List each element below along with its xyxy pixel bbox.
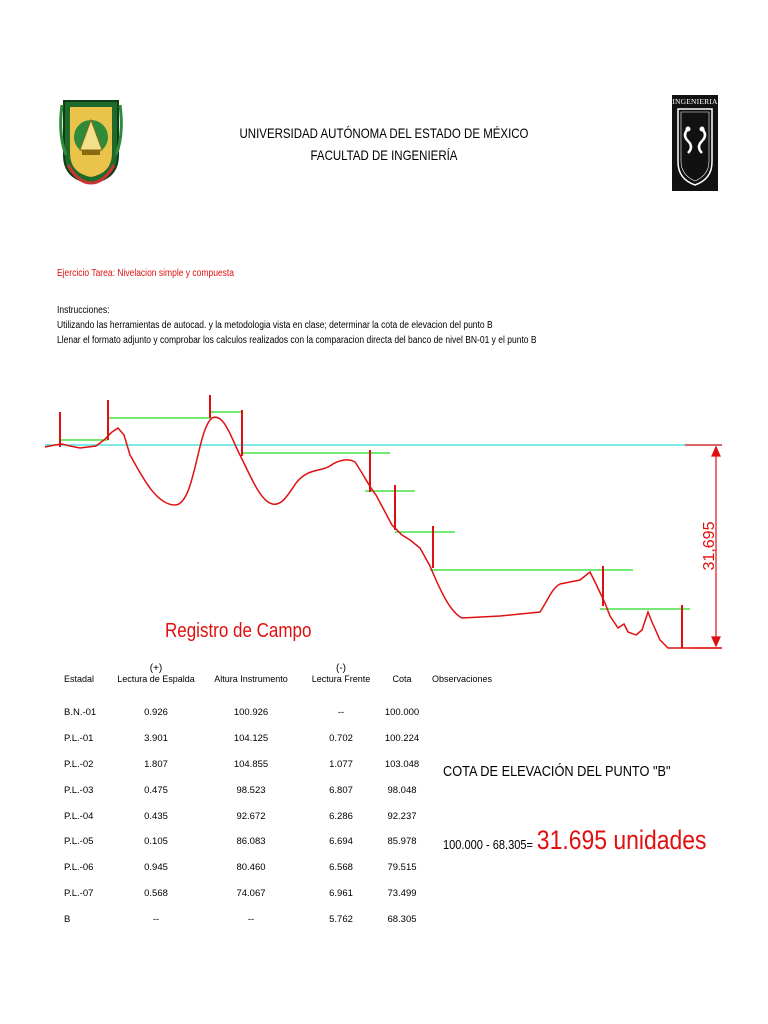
header-cota: Cota: [392, 674, 412, 684]
leveling-profile-drawing: [0, 395, 768, 665]
cell-cota: 100.000: [384, 707, 420, 719]
table-row: [62, 855, 502, 881]
cell-altura-instrumento: 100.926: [233, 707, 269, 719]
cell-cota: 79.515: [387, 862, 417, 874]
cell-cota: 73.499: [387, 887, 417, 899]
table-row: [62, 803, 502, 829]
cell-lectura-espalda: 0.105: [144, 836, 168, 848]
header-lectura-espalda: Lectura de Espalda: [117, 674, 195, 684]
university-name: UNIVERSIDAD AUTÓNOMA DEL ESTADO DE MÉXICO: [239, 125, 529, 141]
cell-estadal: P.L.-04: [64, 810, 94, 822]
cell-cota: 100.224: [384, 733, 420, 745]
table-row: [62, 726, 502, 752]
cell-lectura-frente: 5.762: [329, 913, 353, 925]
table-row: [62, 829, 502, 855]
leveling-rods: [60, 395, 682, 648]
cell-altura-instrumento: 104.125: [233, 733, 269, 745]
cell-lectura-espalda: 0.945: [144, 862, 168, 874]
cell-altura-instrumento: 92.672: [236, 810, 266, 822]
cell-estadal: P.L.-03: [64, 784, 94, 796]
result-line: [443, 825, 707, 856]
header-lectura-frente: Lectura Frente: [311, 674, 371, 684]
result-label: COTA DE ELEVACIÓN DEL PUNTO "B": [443, 763, 671, 780]
cell-estadal: P.L.-06: [64, 862, 94, 874]
cell-observaciones: [422, 906, 502, 932]
cell-altura-instrumento: 80.460: [236, 862, 266, 874]
cell-lectura-frente: 6.286: [329, 810, 353, 822]
table-row: [62, 777, 502, 803]
instructions-heading: Instrucciones:: [57, 305, 110, 316]
page-header: [69, 122, 699, 166]
cell-lectura-frente: --: [337, 707, 345, 719]
cell-lectura-espalda: --: [152, 913, 160, 925]
cell-altura-instrumento: --: [247, 913, 255, 925]
cell-lectura-espalda: 0.435: [144, 810, 168, 822]
cell-observaciones: [422, 777, 502, 803]
sign-plus: (+): [149, 662, 163, 674]
cell-lectura-frente: 1.077: [329, 758, 353, 770]
cell-altura-instrumento: 74.067: [236, 887, 266, 899]
cell-estadal: P.L.-02: [64, 758, 94, 770]
cell-cota: 98.048: [387, 784, 417, 796]
cell-estadal: B: [64, 913, 71, 925]
table-header-row: [62, 674, 502, 700]
cell-cota: 85.978: [387, 836, 417, 848]
result-formula: 100.000 - 68.305=: [443, 837, 534, 852]
cell-altura-instrumento: 104.855: [233, 758, 269, 770]
cell-altura-instrumento: 98.523: [236, 784, 266, 796]
cell-lectura-espalda: 0.568: [144, 887, 168, 899]
registro-title: Registro de Campo: [165, 620, 312, 642]
cell-lectura-frente: 0.702: [329, 733, 353, 745]
header-observaciones: Observaciones: [431, 674, 493, 684]
cell-lectura-frente: 6.961: [329, 887, 353, 899]
cell-lectura-espalda: 3.901: [144, 733, 168, 745]
assignment-title: Ejercicio Tarea: Nivelacion simple y compuesta: [57, 268, 235, 279]
cell-observaciones: [422, 855, 502, 881]
table-sign-row: [62, 662, 502, 674]
cell-estadal: P.L.-01: [64, 733, 94, 745]
table-row: [62, 906, 502, 932]
cell-lectura-frente: 6.694: [329, 836, 353, 848]
instructions-line-1: Utilizando las herramientas de autocad. y la metodologia vista en clase; determinar la cota de elevacion del punto B: [57, 320, 493, 331]
cell-observaciones: [422, 726, 502, 752]
cell-lectura-espalda: 0.475: [144, 784, 168, 796]
instructions-block: [57, 303, 537, 348]
table-row: [62, 700, 502, 726]
cell-estadal: P.L.-05: [64, 836, 94, 848]
table-row: [62, 752, 502, 778]
sign-minus: (-): [336, 662, 346, 674]
header-altura-instrumento: Altura Instrumento: [214, 674, 288, 684]
header-estadal: Estadal: [64, 674, 95, 684]
ingenieria-logo-text: INGENIERIA: [672, 97, 718, 106]
cell-estadal: P.L.-07: [64, 887, 94, 899]
terrain-profile: [45, 417, 722, 648]
cell-lectura-frente: 6.568: [329, 862, 353, 874]
dimension-label: 31,695: [701, 521, 718, 571]
cell-cota: 103.048: [384, 758, 420, 770]
cell-observaciones: [422, 700, 502, 726]
table-row: [62, 881, 502, 907]
cell-altura-instrumento: 86.083: [236, 836, 266, 848]
cell-lectura-espalda: 1.807: [144, 758, 168, 770]
cell-lectura-frente: 6.807: [329, 784, 353, 796]
cell-cota: 92.237: [387, 810, 417, 822]
instructions-line-2: Llenar el formato adjunto y comprobar los calculos realizados con la comparacion directa del banco de nivel BN-01 y el punto B: [57, 335, 537, 346]
cell-estadal: B.N.-01: [64, 707, 97, 719]
cell-lectura-espalda: 0.926: [144, 707, 168, 719]
faculty-name: FACULTAD DE INGENIERÍA: [310, 147, 458, 163]
sight-lines: [60, 412, 690, 609]
result-value: 31.695 unidades: [536, 825, 707, 855]
field-record-table: [62, 662, 502, 932]
cell-observaciones: [422, 881, 502, 907]
cell-cota: 68.305: [387, 913, 417, 925]
